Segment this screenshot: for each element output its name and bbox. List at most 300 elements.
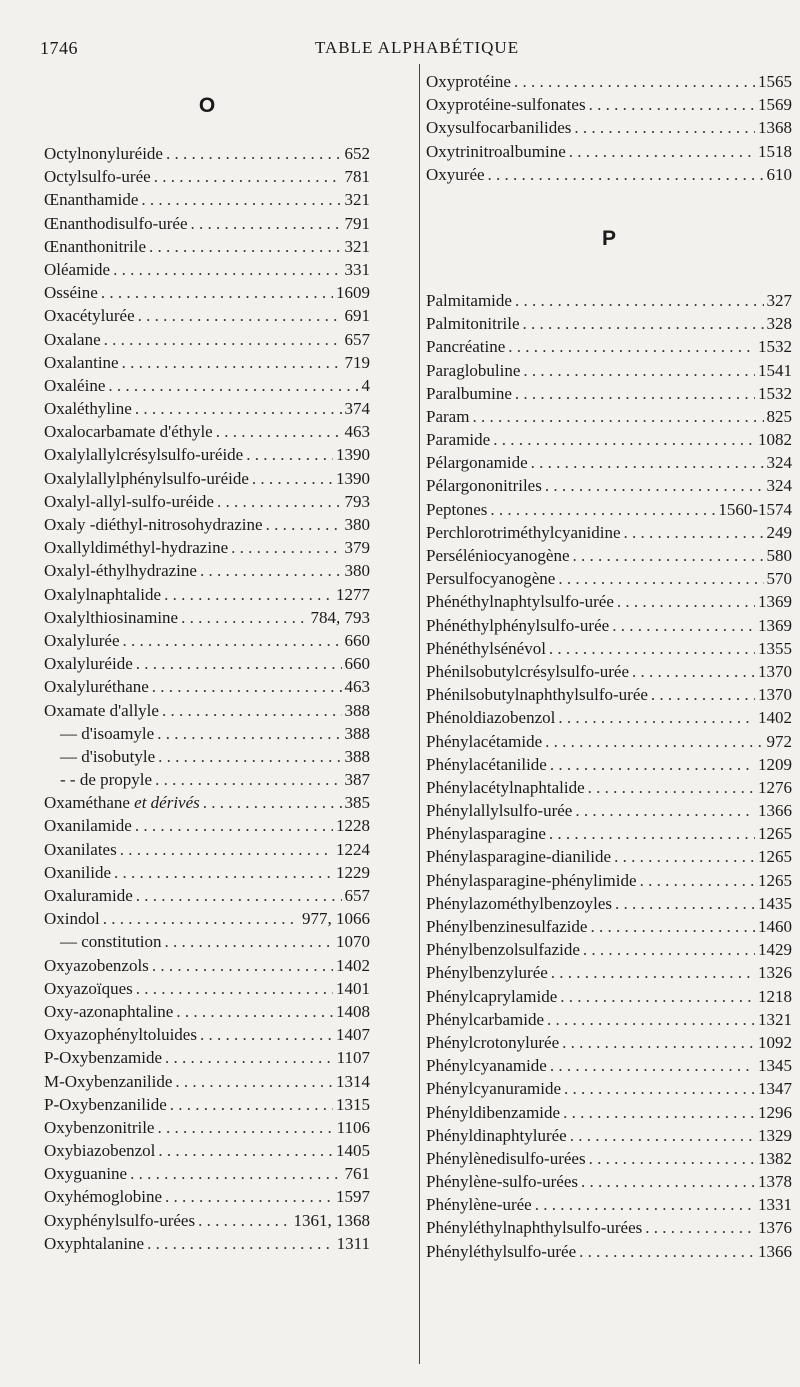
index-entry: [44, 1000, 370, 1023]
entry-term-text: Oxalylthiosinamine: [44, 607, 179, 627]
entry-term: [426, 405, 469, 428]
entry-term-text: Octylsulfo-urée: [44, 167, 151, 187]
entry-pages: 388: [344, 723, 370, 743]
entry-pages: 463: [344, 677, 370, 697]
entry-term: [44, 1023, 197, 1046]
entry-term-text: Oxybiazobenzol: [44, 1141, 156, 1161]
index-entry: [426, 289, 792, 312]
entry-pages: 570: [766, 569, 792, 589]
entry-term: [44, 397, 132, 420]
entry-term: [426, 1147, 586, 1170]
entry-term: [426, 335, 505, 358]
entry-term-text: Oxyhémoglobine: [44, 1187, 163, 1207]
entry-term-text: Oxaluramide: [44, 886, 133, 905]
index-entry: [44, 420, 370, 443]
entry-term: [44, 583, 161, 606]
index-entry: [44, 1070, 370, 1093]
entry-pages: 1228: [336, 816, 370, 836]
dot-leader: [515, 382, 755, 405]
entry-term: [44, 1209, 195, 1232]
entry-term-text: Oxyprotéine-sulfonates: [426, 95, 586, 115]
dot-leader: [493, 428, 755, 451]
index-entry: [44, 1209, 370, 1232]
entry-pages: 374: [344, 399, 370, 419]
entry-term-text: Pélargonamide: [426, 453, 528, 473]
entry-term-italic: et dérivés: [134, 793, 200, 813]
entry-term: [426, 1170, 578, 1193]
entry-term-text: Oléamide: [44, 259, 111, 279]
dot-leader: [120, 838, 333, 861]
entry-pages: 1401: [336, 978, 370, 998]
entry-term-text: Phénéthylphénylsulfo-urée: [426, 615, 610, 635]
entry-term-text: Pélargononitriles: [426, 476, 542, 496]
index-entry: [426, 521, 792, 544]
index-entry: [426, 915, 792, 938]
entry-term: [44, 954, 149, 977]
entry-term-text: Oxanilates: [44, 839, 117, 859]
dot-leader: [114, 861, 333, 884]
entry-pages: 791: [344, 213, 370, 233]
dot-leader: [558, 567, 763, 590]
entry-term-text: Oxaléthyline: [44, 399, 132, 419]
dot-leader: [558, 706, 755, 729]
entry-term-text: Oxyguanine: [44, 1164, 128, 1184]
index-entry: [44, 328, 370, 351]
entry-pages: 1369: [758, 615, 792, 635]
index-entry: [426, 1054, 792, 1077]
entry-pages: 387: [344, 770, 370, 790]
index-entry: [44, 954, 370, 977]
entry-term: [44, 629, 120, 652]
entry-pages: 1366: [758, 1241, 792, 1261]
entry-pages: 380: [344, 561, 370, 581]
dot-leader: [588, 776, 755, 799]
entry-term-text: Oxalyluréthane: [44, 677, 149, 697]
column-divider: [419, 64, 420, 1364]
dot-leader: [574, 116, 755, 139]
entry-term-text: Palmitonitrile: [426, 314, 520, 334]
entry-term-text: Phényléthylnaphthylsulfo-urées: [426, 1218, 643, 1238]
index-entry: [426, 335, 792, 358]
dot-leader: [551, 961, 755, 984]
dot-leader: [157, 1116, 333, 1139]
entry-pages: 972: [766, 731, 792, 751]
entry-term-text: Oxamate d'allyle: [44, 700, 159, 720]
dot-leader: [573, 544, 764, 567]
index-entry: [44, 699, 370, 722]
index-entry: [44, 768, 370, 791]
entry-pages: 1107: [336, 1048, 370, 1068]
entry-pages: 1265: [758, 847, 792, 867]
dot-leader: [589, 93, 755, 116]
entry-pages: 1082: [758, 430, 792, 450]
entry-pages: 1265: [758, 824, 792, 844]
entry-term: [426, 382, 512, 405]
dot-leader: [624, 521, 764, 544]
index-entry: [426, 567, 792, 590]
index-entry: [426, 382, 792, 405]
index-entry: [44, 351, 370, 374]
entry-term: [44, 281, 98, 304]
entry-term: [44, 699, 159, 722]
index-entry: [426, 1124, 792, 1147]
entry-pages: 761: [344, 1164, 370, 1184]
entry-pages: 1429: [758, 940, 792, 960]
entry-pages: 657: [344, 886, 370, 905]
index-entry: [44, 745, 370, 768]
index-entry: [426, 1170, 792, 1193]
dot-leader: [157, 722, 341, 745]
dot-leader: [152, 954, 333, 977]
entry-term-text: Oxyazophényltoluides: [44, 1025, 197, 1045]
entry-term-text: Oxaléine: [44, 375, 106, 395]
dot-leader: [252, 467, 333, 490]
entry-pages: 379: [344, 538, 370, 558]
entry-term: [426, 660, 629, 683]
entry-term: [426, 359, 520, 382]
entry-term-text: Oxysulfocarbanilides: [426, 118, 572, 138]
dot-leader: [138, 304, 342, 327]
entry-term: [426, 312, 520, 335]
dot-leader: [564, 1077, 755, 1100]
entry-pages: 380: [344, 515, 370, 534]
entry-term: [426, 70, 511, 93]
entry-term: [426, 1008, 544, 1031]
index-entry: [44, 1046, 370, 1069]
entry-term: [426, 521, 621, 544]
index-entry: [426, 116, 792, 139]
entry-pages: 1311: [336, 1233, 370, 1253]
entry-term: [426, 474, 542, 497]
entry-term-text: Phénylacétamide: [426, 731, 543, 751]
entry-term: [44, 258, 110, 281]
dot-leader: [590, 915, 755, 938]
entry-term: [44, 722, 154, 745]
entry-pages: 1382: [758, 1148, 792, 1168]
entry-term-text: Param: [426, 406, 470, 426]
index-entry: [426, 93, 792, 116]
index-entry: [426, 822, 792, 845]
dot-leader: [645, 1216, 755, 1239]
entry-term: [426, 961, 548, 984]
dot-leader: [108, 374, 358, 397]
dot-leader: [581, 1170, 755, 1193]
entry-pages: 1296: [758, 1102, 792, 1122]
right-column: [426, 70, 792, 1263]
entry-term: [44, 559, 197, 582]
entry-term-text: Oxalylnaphtalide: [44, 584, 162, 604]
entry-term-text: Octylnonyluréide: [44, 144, 163, 163]
entry-pages: 1361, 1368: [293, 1210, 370, 1230]
index-entry: [426, 474, 792, 497]
dot-leader: [514, 70, 755, 93]
index-entry: [426, 451, 792, 474]
entry-pages: 4: [361, 375, 370, 395]
index-entry: [44, 165, 370, 188]
entry-pages: 324: [766, 476, 792, 496]
entry-pages: 324: [766, 453, 792, 473]
page-header: [40, 38, 800, 62]
index-entry: [426, 845, 792, 868]
entry-term: [44, 977, 133, 1000]
entry-pages: 1597: [336, 1187, 370, 1207]
index-entry: [44, 513, 370, 536]
entry-pages: 652: [344, 144, 370, 163]
entry-pages: 1218: [758, 986, 792, 1006]
index-entry: [44, 1232, 370, 1255]
dot-leader: [130, 1162, 341, 1185]
entry-term-text: Oxalylurée: [44, 630, 120, 650]
entry-pages: 1347: [758, 1079, 792, 1099]
entry-term-text: Oxytrinitroalbumine: [426, 141, 566, 161]
dot-leader: [545, 730, 763, 753]
entry-pages: 781: [344, 167, 370, 187]
entry-term: [44, 1093, 167, 1116]
entry-pages: 1532: [758, 337, 792, 357]
dot-leader: [200, 559, 342, 582]
dot-leader: [158, 745, 341, 768]
entry-term-text: Oxalane: [44, 329, 101, 349]
dot-leader: [562, 1031, 755, 1054]
entry-term: [44, 652, 133, 675]
entry-pages: 1390: [336, 445, 370, 465]
dot-leader: [176, 1000, 333, 1023]
entry-pages: 784, 793: [310, 607, 370, 627]
dot-leader: [216, 420, 342, 443]
index-entry: [426, 938, 792, 961]
entry-term: [426, 498, 487, 521]
entry-term-text: Phénilsobutylnaphthylsulfo-urée: [426, 685, 648, 705]
entry-term-text: P-Oxybenzanilide: [44, 1094, 167, 1114]
index-entry: [426, 753, 792, 776]
entry-pages: 1331: [758, 1195, 792, 1215]
dot-leader: [617, 590, 755, 613]
entry-pages: 691: [344, 306, 370, 326]
entry-pages: 660: [344, 630, 370, 650]
dot-leader: [569, 140, 755, 163]
entry-term-text: Paralbumine: [426, 383, 512, 403]
entry-term: [426, 567, 555, 590]
index-entry: [426, 683, 792, 706]
entry-term-text: Phénylacétylnaphtalide: [426, 777, 585, 797]
index-entry: [44, 235, 370, 258]
dot-leader: [164, 583, 333, 606]
entry-term: [426, 1193, 532, 1216]
dot-leader: [579, 1240, 755, 1263]
index-entry: [44, 374, 370, 397]
index-entry: [426, 1008, 792, 1031]
dot-leader: [181, 606, 307, 629]
entry-term: [426, 915, 587, 938]
entry-term-text: Oxalantine: [44, 352, 119, 372]
entry-term: [44, 907, 100, 930]
dot-leader: [545, 474, 764, 497]
index-entry: [426, 1147, 792, 1170]
dot-leader: [231, 536, 341, 559]
dot-leader: [113, 258, 341, 281]
entry-term: [426, 753, 547, 776]
entry-term: [426, 590, 614, 613]
entry-term: [44, 1185, 162, 1208]
index-entry: [426, 985, 792, 1008]
entry-pages: 1224: [336, 839, 370, 859]
entry-term: [44, 791, 200, 814]
entry-term-text: — d'isoamyle: [60, 723, 155, 743]
entry-term: [426, 706, 555, 729]
entry-term-text: Phénylcaprylamide: [426, 986, 558, 1006]
entry-term-text: Oxyazoïques: [44, 978, 133, 998]
entry-term-text: Perséléniocyanogène: [426, 546, 570, 565]
entry-term-text: — constitution: [60, 932, 162, 952]
entry-term-text: Oxalyl-éthylhydrazine: [44, 561, 197, 581]
dot-leader: [147, 1232, 334, 1255]
entry-term: [426, 799, 572, 822]
entry-term: [426, 93, 586, 116]
entry-pages: 1518: [758, 141, 792, 161]
entry-term: [426, 730, 542, 753]
entry-pages: 1569: [758, 95, 792, 115]
entry-term: [44, 420, 213, 443]
dot-leader: [560, 985, 755, 1008]
index-entry: [426, 70, 792, 93]
entry-pages: 321: [344, 236, 370, 256]
index-entry: [44, 1139, 370, 1162]
dot-leader: [203, 791, 342, 814]
entry-term-text: Perchlorotriméthylcyanidine: [426, 522, 621, 542]
entry-term: [44, 1070, 172, 1093]
entry-term-text: Phénylcrotonylurée: [426, 1032, 560, 1052]
entry-term-text: Paramide: [426, 430, 491, 450]
index-entry: [426, 498, 792, 521]
entry-term-text: Phénylcyanuramide: [426, 1079, 562, 1099]
entry-term-text: Phénylasparagine-phénylimide: [426, 870, 637, 890]
entry-pages: 1402: [336, 955, 370, 975]
index-entry: [426, 869, 792, 892]
entry-term: [426, 116, 571, 139]
entry-term: [426, 428, 490, 451]
entry-term: [426, 683, 648, 706]
index-entry: [426, 660, 792, 683]
entry-pages: 1345: [758, 1056, 792, 1076]
dot-leader: [523, 312, 764, 335]
entry-term: [426, 163, 485, 186]
entry-term-text: Phénylbenzolsulfazide: [426, 940, 580, 960]
letter-section-p: [426, 186, 792, 289]
dot-leader: [515, 289, 764, 312]
entry-pages: 249: [766, 522, 792, 542]
dot-leader: [155, 768, 341, 791]
entry-term-text: Osséine: [44, 283, 98, 303]
index-entry: [426, 1101, 792, 1124]
entry-pages: 331: [344, 259, 370, 279]
entry-term: [44, 351, 119, 374]
entry-term: [426, 140, 566, 163]
entry-term: [44, 467, 249, 490]
entry-term: [44, 304, 135, 327]
index-entry: [44, 559, 370, 582]
entry-term: [426, 938, 580, 961]
entry-pages: 388: [344, 700, 370, 720]
entry-pages: 1532: [758, 383, 792, 403]
dot-leader: [165, 930, 333, 953]
entry-term: [44, 328, 101, 351]
entry-pages: 825: [766, 406, 792, 426]
entry-term-text: Phénylasparagine: [426, 824, 546, 844]
entry-term: [44, 838, 117, 861]
entry-term: [44, 374, 105, 397]
entry-term-text: Phénylcyanamide: [426, 1056, 547, 1076]
dot-leader: [640, 869, 755, 892]
index-entry: [44, 1185, 370, 1208]
dot-leader: [550, 1054, 755, 1077]
entry-term: [44, 1000, 173, 1023]
entry-pages: 1265: [758, 870, 792, 890]
index-entry: [426, 1031, 792, 1054]
dot-leader: [547, 1008, 755, 1031]
dot-leader: [103, 907, 299, 930]
entry-term-text: Oxalocarbamate d'éthyle: [44, 422, 213, 442]
entry-term-text: Phénilsobutylcrésylsulfo-urée: [426, 661, 630, 681]
entry-pages: 1565: [758, 72, 792, 91]
index-entry: [426, 614, 792, 637]
entry-term: [44, 142, 163, 165]
entry-pages: 1092: [758, 1032, 792, 1052]
entry-pages: 1314: [336, 1071, 370, 1091]
entry-term: [44, 814, 132, 837]
dot-leader: [614, 845, 755, 868]
entry-pages: 1368: [758, 118, 792, 138]
index-entry: [44, 212, 370, 235]
entry-pages: 1329: [758, 1125, 792, 1145]
entry-term: [426, 985, 557, 1008]
entry-pages: 610: [766, 164, 792, 184]
dot-leader: [135, 814, 333, 837]
entry-term: [44, 443, 243, 466]
index-entry: [44, 814, 370, 837]
entry-pages: 657: [344, 329, 370, 349]
entry-term-text: Phénylacétanilide: [426, 754, 547, 774]
dot-leader: [166, 142, 342, 165]
index-entry: [426, 544, 792, 567]
index-entry: [44, 977, 370, 1000]
entry-term: [426, 1054, 547, 1077]
dot-leader: [152, 675, 342, 698]
index-entry: [44, 281, 370, 304]
entry-pages: 1378: [758, 1172, 792, 1192]
entry-term: [426, 892, 612, 915]
dot-leader: [583, 938, 755, 961]
entry-term-text: P-Oxybenzamide: [44, 1048, 163, 1068]
entry-pages: 328: [766, 314, 792, 334]
dot-leader: [158, 1139, 333, 1162]
dot-leader: [122, 351, 342, 374]
entry-pages: 385: [344, 793, 370, 813]
index-entry: [44, 791, 370, 814]
dot-leader: [136, 652, 342, 675]
entry-pages: 327: [766, 290, 792, 310]
index-entry: [426, 1077, 792, 1100]
index-entry: [426, 140, 792, 163]
entry-pages: 1370: [758, 661, 792, 681]
page-number: 1746: [40, 38, 78, 58]
entry-term: [44, 1139, 155, 1162]
entry-term-text: Oxanilide: [44, 862, 112, 882]
entry-term: [426, 451, 528, 474]
dot-leader: [531, 451, 764, 474]
entry-term-text: Pancréatine: [426, 337, 506, 357]
entry-term: [426, 776, 585, 799]
entry-term-text: Oxybenzonitrile: [44, 1117, 155, 1137]
